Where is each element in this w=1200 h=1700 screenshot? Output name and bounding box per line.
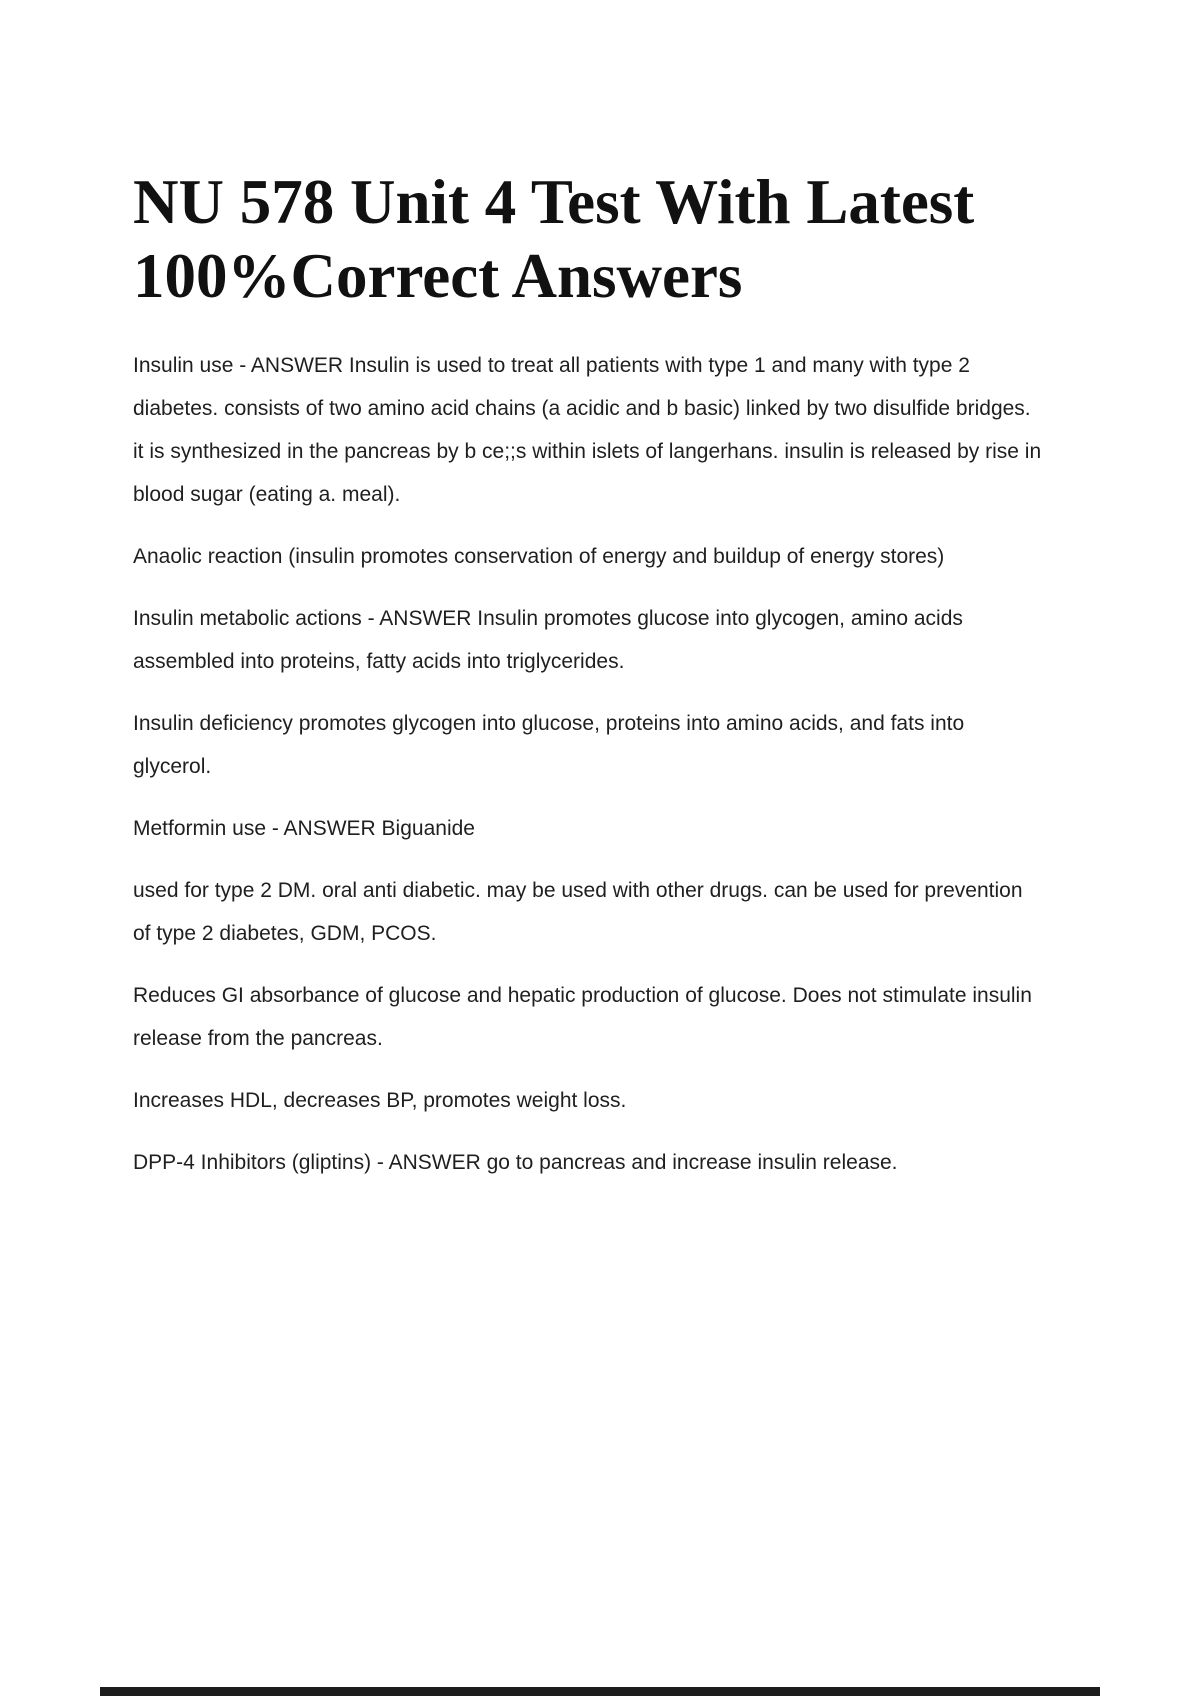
page-bottom-divider <box>100 1687 1100 1696</box>
paragraph: DPP-4 Inhibitors (gliptins) - ANSWER go to pancreas and increase insulin release. <box>133 1150 898 1174</box>
paragraph: Insulin metabolic actions - ANSWER Insulin promotes glucose into glycogen, amino acids assembled into proteins, fatty acids into triglycerides. <box>133 606 963 673</box>
document-content <box>133 0 1043 1203</box>
paragraph: Increases HDL, decreases BP, promotes weight loss. <box>133 1088 627 1112</box>
paragraph: Reduces GI absorbance of glucose and hepatic production of glucose. Does not stimulate insulin release from the pancreas. <box>133 983 1032 1050</box>
paragraph: Anaolic reaction (insulin promotes conservation of energy and buildup of energy stores) <box>133 544 945 568</box>
document-body <box>133 344 1043 1184</box>
paragraph: Metformin use - ANSWER Biguanide <box>133 816 475 840</box>
paragraph: Insulin use - ANSWER Insulin is used to treat all patients with type 1 and many with type 2 diabetes. consists of two amino acid chains (a acidic and b basic) linked by two disulfide bridges. it is synthesized in the pancreas by b ce;;s within islets of langerhans. insulin is released by rise in blood sugar (eating a. meal). <box>133 353 1042 506</box>
paragraph: used for type 2 DM. oral anti diabetic. may be used with other drugs. can be used for prevention of type 2 diabetes, GDM, PCOS. <box>133 878 1023 945</box>
paragraph: Insulin deficiency promotes glycogen into glucose, proteins into amino acids, and fats into glycerol. <box>133 711 965 778</box>
document-title: NU 578 Unit 4 Test With Latest 100%Correct Answers <box>133 167 975 312</box>
